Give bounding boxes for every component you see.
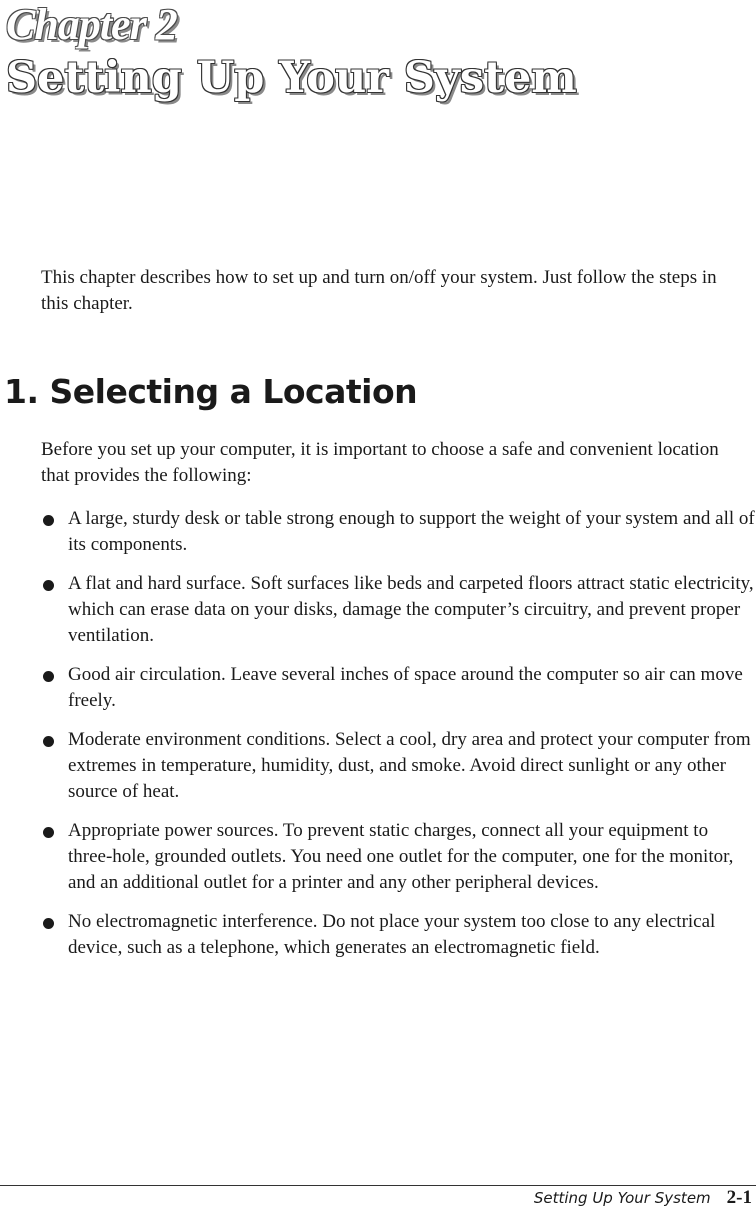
- list-item: [0, 571, 756, 649]
- chapter-label: Chapter 2: [6, 0, 177, 49]
- list-item: [0, 727, 756, 805]
- bullet-icon: [43, 580, 54, 591]
- footer-running-title: Setting Up Your System: [533, 1189, 711, 1207]
- list-item: [0, 506, 756, 558]
- bullet-icon: [43, 918, 54, 929]
- section-heading: 1. Selecting a Location: [4, 372, 418, 411]
- list-item-text: A large, sturdy desk or table strong enough to support the weight of your system and all of its components.: [68, 508, 755, 555]
- chapter-title: Setting Up Your System: [6, 53, 577, 103]
- list-item: [0, 662, 756, 714]
- bullet-icon: [43, 515, 54, 526]
- page-number: 2-1: [726, 1187, 752, 1208]
- list-item: [0, 818, 756, 896]
- list-item-text: No electromagnetic interference. Do not place your system too close to any electrical device, such as a telephone, which generates an electromagnetic field.: [68, 911, 716, 958]
- section-lead-paragraph: Before you set up your computer, it is important to choose a safe and convenient location that provides the following:: [41, 439, 719, 486]
- requirements-list: [0, 506, 756, 974]
- list-item-text: Appropriate power sources. To prevent static charges, connect all your equipment to three-hole, grounded outlets. You need one outlet for the computer, one for the monitor, and an additional outlet for a printer and any other peripheral devices.: [68, 820, 734, 893]
- bullet-icon: [43, 827, 54, 838]
- list-item-text: Moderate environment conditions. Select a cool, dry area and protect your computer from extremes in temperature, humidity, dust, and smoke. Avoid direct sunlight or any other source of heat.: [68, 729, 751, 802]
- list-item: [0, 909, 756, 961]
- bullet-icon: [43, 736, 54, 747]
- intro-paragraph: This chapter describes how to set up and turn on/off your system. Just follow the steps in this chapter.: [41, 267, 717, 314]
- list-item-text: Good air circulation. Leave several inches of space around the computer so air can move freely.: [68, 664, 743, 711]
- list-item-text: A flat and hard surface. Soft surfaces like beds and carpeted floors attract static electricity, which can erase data on your disks, damage the computer’s circuitry, and prevent proper ventilation.: [68, 573, 754, 646]
- bullet-icon: [43, 671, 54, 682]
- page-footer: [534, 1186, 752, 1210]
